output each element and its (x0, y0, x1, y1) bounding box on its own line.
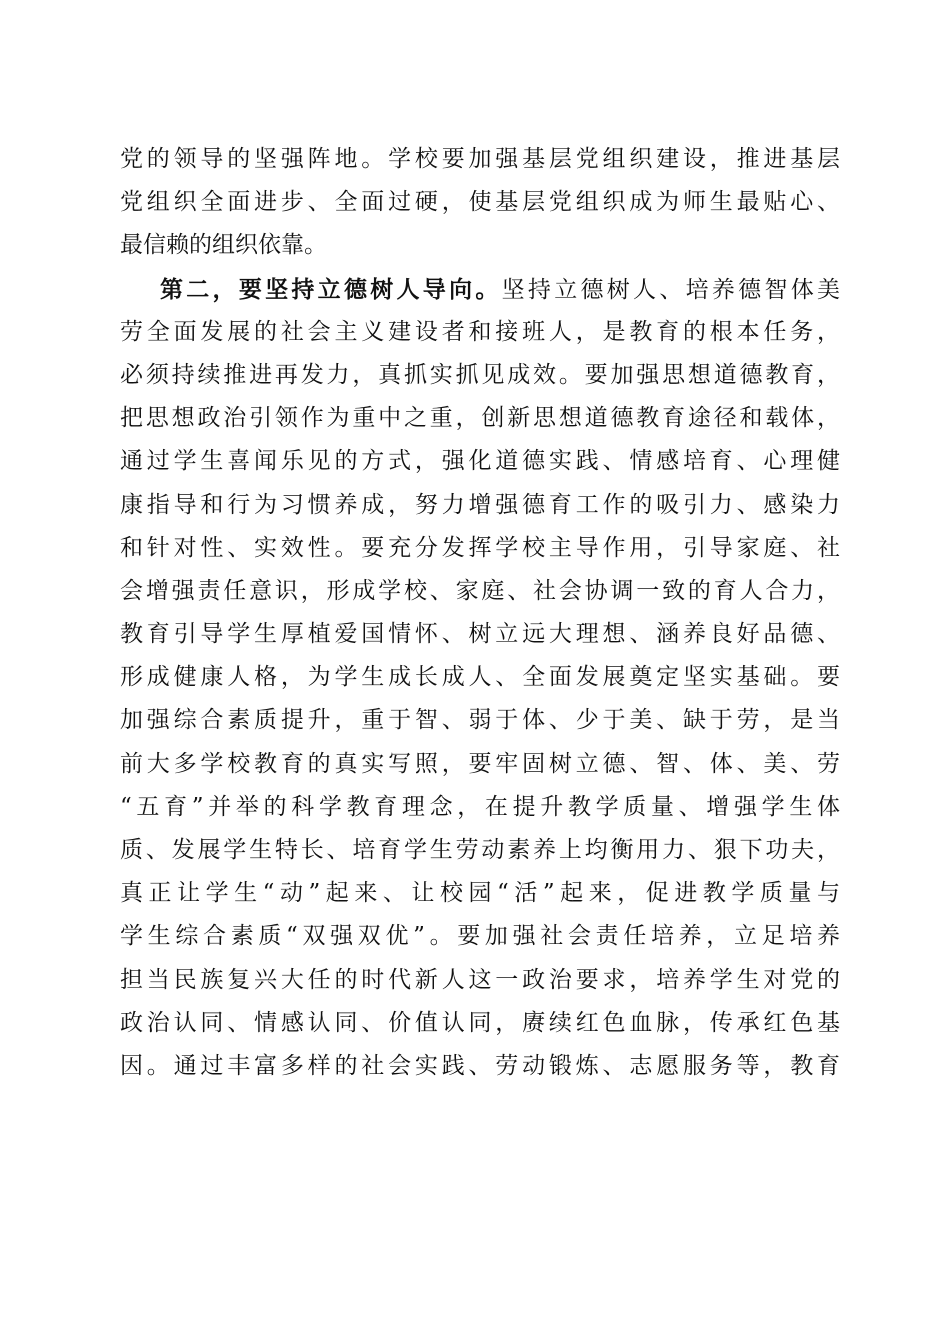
text-line: 党的领导的坚强阵地。学校要加强基层党组织建设，推进基层 (120, 146, 840, 172)
text-line: 把思想政治引领作为重中之重，创新思想道德教育途径和载体， (120, 405, 840, 432)
text-line: “五育”并举的科学教育理念，在提升教学质量、增强学生体 (120, 793, 840, 820)
text-line (120, 268, 840, 311)
text-line: 前大多学校教育的真实写照，要牢固树立德、智、体、美、劳 (120, 750, 840, 777)
text-line: 政治认同、情感认同、价值认同，赓续红色血脉，传承红色基 (120, 1009, 840, 1036)
text-line: 会增强责任意识，形成学校、家庭、社会协调一致的育人合力， (120, 577, 840, 604)
text-line: 因。通过丰富多样的社会实践、劳动锻炼、志愿服务等，教育 (120, 1052, 840, 1079)
text-line: 形成健康人格，为学生成长成人、全面发展奠定坚实基础。要 (120, 664, 840, 691)
text-run: 坚持立德树人、培养德智体美 (501, 276, 840, 303)
document-body (120, 138, 840, 1088)
text-line: 学生综合素质“双强双优”。要加强社会责任培养，立足培养 (120, 923, 840, 950)
text-line: 康指导和行为习惯养成，努力增强德育工作的吸引力、感染力 (120, 491, 840, 518)
paragraph-heading: 第二，要坚持立德树人导向。 (160, 275, 502, 303)
text-line: 担当民族复兴大任的时代新人这一政治要求，培养学生对党的 (120, 966, 840, 993)
text-line: 劳全面发展的社会主义建设者和接班人，是教育的根本任务， (120, 318, 840, 345)
text-line: 教育引导学生厚植爱国情怀、树立远大理想、涵养良好品德、 (120, 621, 840, 648)
text-line: 加强综合素质提升，重于智、弱于体、少于美、缺于劳，是当 (120, 707, 840, 734)
paragraph-2 (120, 268, 840, 1089)
paragraph-1 (120, 138, 840, 268)
text-line: 党组织全面进步、全面过硬，使基层党组织成为师生最贴心、 (120, 189, 840, 216)
text-line: 真正让学生“动”起来、让校园“活”起来，促进教学质量与 (120, 880, 840, 907)
text-line: 最信赖的组织依靠。 (120, 232, 327, 259)
text-line: 通过学生喜闻乐见的方式，强化道德实践、情感培育、心理健 (120, 448, 840, 475)
text-line: 必须持续推进再发力，真抓实抓见成效。要加强思想道德教育， (120, 361, 840, 388)
text-line: 和针对性、实效性。要充分发挥学校主导作用，引导家庭、社 (120, 534, 840, 561)
text-line: 质、发展学生特长、培育学生劳动素养上均衡用力、狠下功夫， (120, 837, 840, 863)
